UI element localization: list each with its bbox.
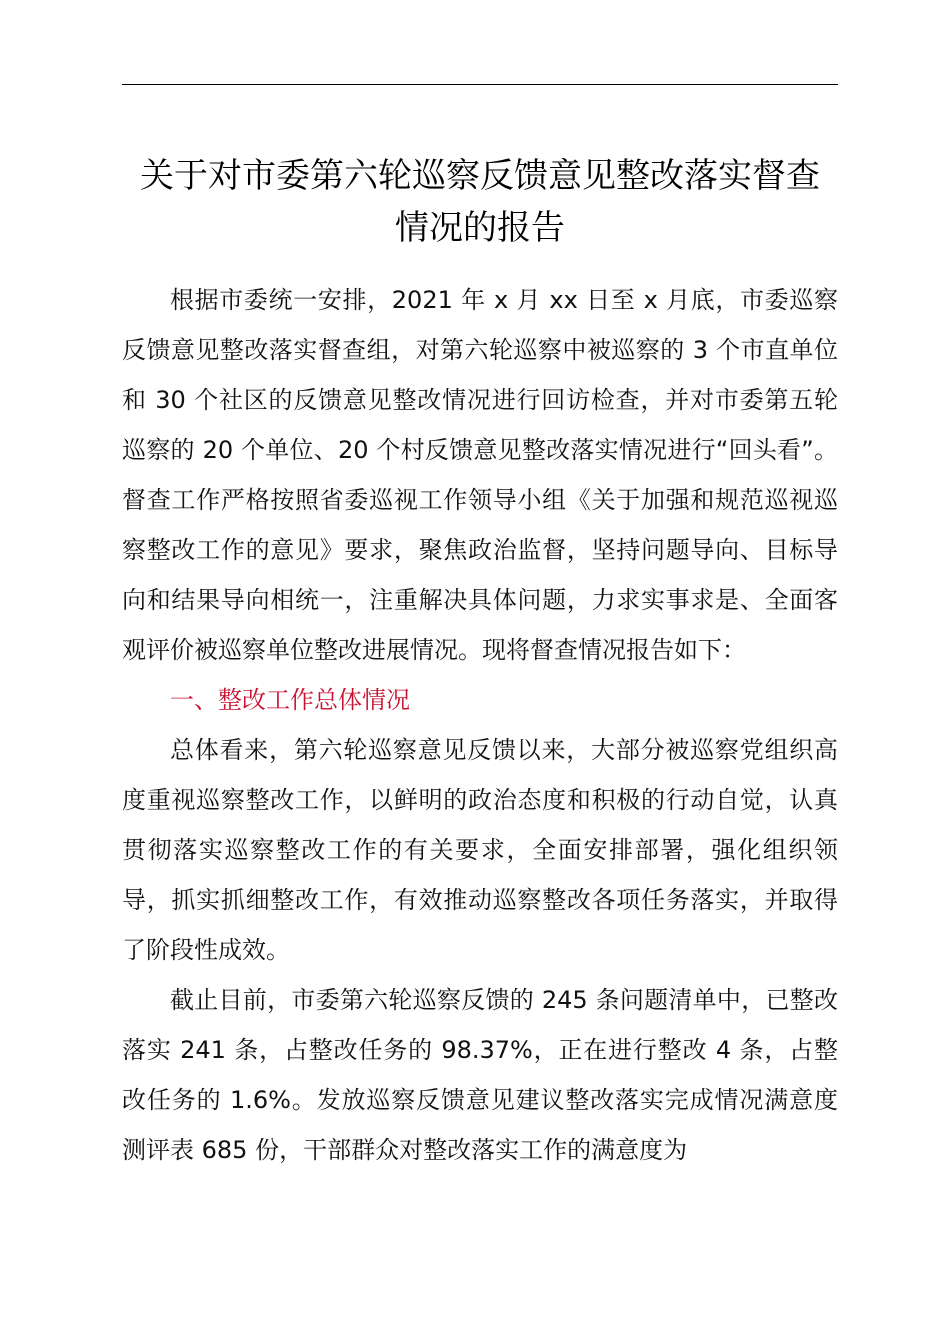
overall-paragraph: 总体看来，第六轮巡察意见反馈以来，大部分被巡察党组织高度重视巡察整改工作，以鲜明的政治态度和积极的行动自觉，认真贯彻落实巡察整改工作的有关要求，全面安排部署，强化组织领导，抓实抓细整改工作，有效推动巡察整改各项任务落实，并取得了阶段性成效。: [122, 736, 838, 964]
intro-paragraph: 根据市委统一安排，2021 年 x 月 xx 日至 x 月底，市委巡察反馈意见整改落实督查组，对第六轮巡察中被巡察的 3 个市直单位和 30 个社区的反馈意见整改情况进行回访检查，并对市委第五轮巡察的 20 个单位、20 个村反馈意见整改落实情况进行“回头看”。督查工作严格按照省委巡视工作领导小组《关于加强和规范巡视巡察整改工作的意见》要求，聚焦政治监督，坚持问题导向、目标导向和结果导向相统一，注重解决具体问题，力求实事求是、全面客观评价被巡察单位整改进展情况。现将督查情况报告如下：: [122, 286, 838, 664]
statistics-paragraph: 截止目前，市委第六轮巡察反馈的 245 条问题清单中，已整改落实 241 条，占整改任务的 98.37%，正在进行整改 4 条，占整改任务的 1.6%。发放巡察反馈意见建议整改落实完成情况满意度测评表 685 份，干部群众对整改落实工作的满意度为: [122, 986, 838, 1164]
document-body: [122, 275, 838, 1175]
document-title: [100, 150, 860, 254]
header-rule: [122, 84, 838, 85]
section-heading-1: 一、整改工作总体情况: [170, 686, 410, 714]
title-line-1: 关于对市委第六轮巡察反馈意见整改落实督查: [140, 156, 820, 196]
title-line-2: 情况的报告: [395, 208, 565, 248]
